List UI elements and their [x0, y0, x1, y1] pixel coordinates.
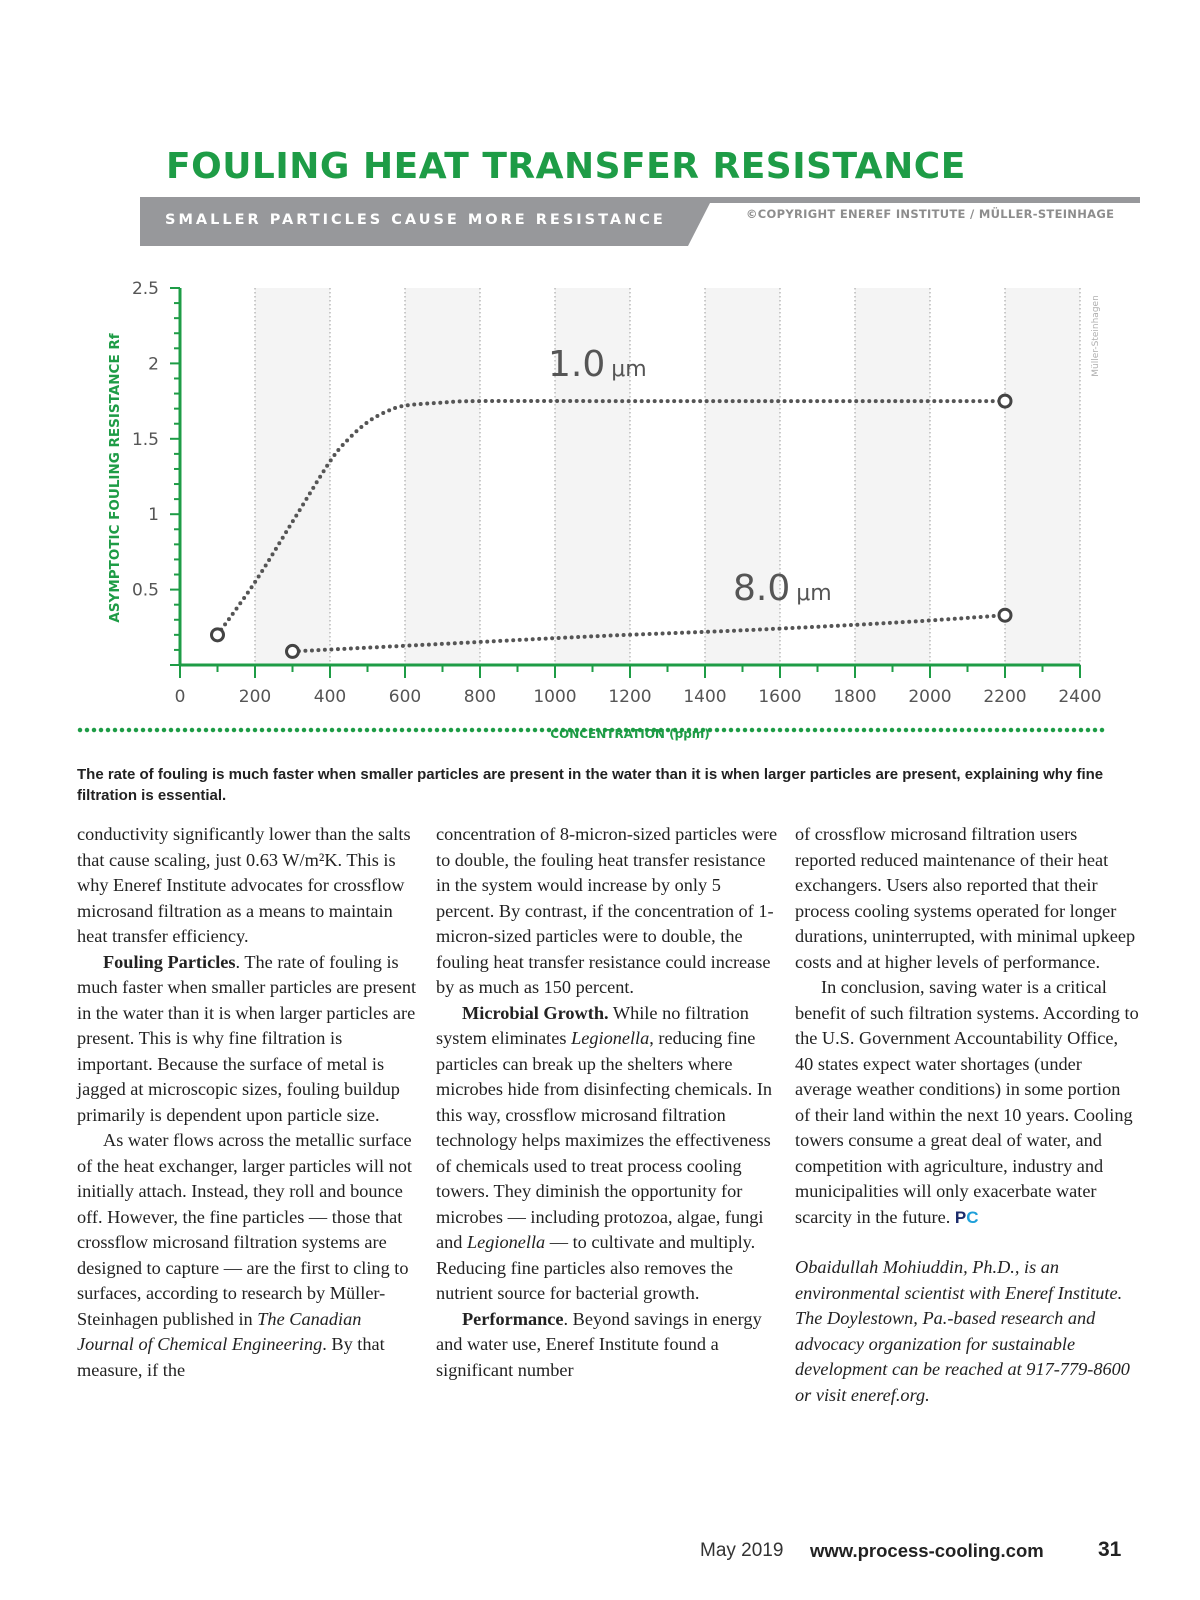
- chart-band: [1005, 288, 1080, 665]
- x-tick-label: 1000: [533, 687, 577, 707]
- x-tick-label: 800: [463, 687, 497, 707]
- paragraph: of crossflow microsand filtration users reported reduced maintenance of their heat exchangers. Users also reported that their process cooling systems operated for longer durations, uninterrupted, with minimal upkeep costs and at higher levels of performance.: [795, 824, 1136, 972]
- data-point-marker: [999, 395, 1011, 407]
- chart-band: [855, 288, 930, 665]
- article-column-2: [436, 822, 781, 1383]
- data-point-marker: [212, 629, 224, 641]
- y-axis-title: ASYMPTOTIC FOULING RESISTANCE Rf: [107, 333, 123, 623]
- paragraph-text: . By that measure, if the: [77, 1334, 385, 1380]
- subhead-microbial-growth: Microbial Growth.: [462, 1002, 609, 1023]
- paragraph: conductivity significantly lower than the salts that cause scaling, just 0.63 W/m²K. This is why Eneref Institute advocates for crossflow microsand filtration as a means to maintain heat transfer efficiency.: [77, 824, 411, 946]
- data-point-marker: [287, 645, 299, 657]
- x-tick-label: 2000: [908, 687, 952, 707]
- paragraph: [795, 975, 1140, 1230]
- paragraph: [436, 1001, 781, 1307]
- x-tick-label: 1200: [608, 687, 652, 707]
- paragraph: concentration of 8-micron-sized particles were to double, the fouling heat transfer resistance in the system would increase by only 5 percent. By contrast, if the concentration of 1-micron-sized particles were to double, the fouling heat transfer resistance could increase by as much as 150 percent.: [436, 824, 778, 997]
- species-name: Legionella: [571, 1028, 650, 1048]
- x-tick-label: 2400: [1058, 687, 1102, 707]
- paragraph: [77, 950, 422, 1129]
- x-tick-label: 0: [174, 687, 186, 707]
- chart-band: [405, 288, 480, 665]
- paragraph-text: As water flows across the metallic surface of the heat exchanger, larger particles will not initially attach. Instead, they roll and bounce off. However, the fine particles — those that crossflow microsand filtration systems are designed to capture — are the first to cling to surfaces, according to research by Müller-Steinhagen published in: [77, 1130, 412, 1329]
- x-tick-label: 1600: [758, 687, 802, 707]
- paragraph-text: , reducing fine particles can break up the shelters where microbes hide from disinfecting chemicals. In this way, crossflow microsand filtration technology helps maximizes the effectiveness of chemicals used to treat process cooling towers. They diminish the opportunity for microbes — including protozoa, algae, fungi and: [436, 1028, 773, 1252]
- x-tick-label: 1400: [683, 687, 727, 707]
- x-axis-title: CONCENTRATION (ppm): [550, 727, 710, 741]
- paragraph-text: — to cultivate and multiply. Reducing fine particles also removes the nutrient source for bacterial growth.: [436, 1232, 756, 1303]
- paragraph: [436, 1307, 781, 1384]
- series-label-1um: 1.0 μm: [548, 344, 647, 385]
- y-tick-label: 2: [148, 354, 159, 375]
- article-column-1: [77, 822, 422, 1383]
- series-label-8um: 8.0 μm: [733, 568, 832, 609]
- figure-caption: The rate of fouling is much faster when smaller particles are present in the water than it is when larger particles are present, explaining why fine filtration is essential.: [77, 766, 1104, 804]
- x-tick-label: 1800: [833, 687, 877, 707]
- paragraph: [77, 1128, 422, 1383]
- fouling-chart: [0, 270, 1200, 760]
- x-tick-label: 200: [238, 687, 272, 707]
- paragraph-text: While no filtration system eliminates: [436, 1002, 749, 1048]
- species-name: Legionella: [466, 1232, 546, 1252]
- issue-date: May 2019: [700, 1540, 784, 1561]
- magazine-url[interactable]: www.process-cooling.com: [810, 1540, 1044, 1561]
- paragraph-text: In conclusion, saving water is a critical benefit of such filtration systems. According to the U.S. Government Accountability Office, 40 states expect water shortages (under average weather conditions) in some portion of their land within the next 10 years. Cooling towers consume a great deal of water, and competition with agriculture, industry and municipalities will only exacerbate water scarcity in the future.: [795, 977, 1139, 1227]
- article-column-3: [795, 822, 1140, 1408]
- chart-copyright: ©COPYRIGHT ENEREF INSTITUTE / MÜLLER-STEINHAGE: [746, 207, 1115, 221]
- author-bio: Obaidullah Mohiuddin, Ph.D., is an environmental scientist with Eneref Institute. The Doylestown, Pa.-based research and advocacy organization for sustainable development can be reached at 917-779-8600 or visit eneref.org.: [795, 1257, 1130, 1405]
- pc-logo: PC: [954, 1207, 979, 1227]
- y-tick-label: 1: [148, 505, 159, 526]
- x-tick-label: 600: [388, 687, 422, 707]
- x-tick-label: 400: [313, 687, 347, 707]
- x-tick-label: 2200: [983, 687, 1027, 707]
- chart-watermark: Müller-Steinhagen: [1091, 295, 1101, 377]
- chart-title: FOULING HEAT TRANSFER RESISTANCE: [166, 146, 966, 187]
- page-number: 31: [1098, 1538, 1122, 1561]
- chart-subtitle: SMALLER PARTICLES CAUSE MORE RESISTANCE: [165, 212, 666, 228]
- subhead-performance: Performance: [462, 1308, 564, 1329]
- data-point-marker: [999, 609, 1011, 621]
- y-tick-label: 0.5: [131, 580, 159, 601]
- y-tick-label: 2.5: [131, 279, 159, 299]
- y-tick-label: 1.5: [131, 429, 159, 450]
- paragraph-text: . The rate of fouling is much faster when smaller particles are present in the water than it is when larger particles are present. This is why fine filtration is important. Because the surface of metal is jagged at microscopic sizes, fouling buildup primarily is dependent upon particle size.: [77, 951, 417, 1125]
- subhead-fouling-particles: Fouling Particles: [103, 951, 236, 972]
- journal-title: The Canadian Journal of Chemical Engineering: [77, 1308, 362, 1354]
- paragraph-text: . Beyond savings in energy and water use, Eneref Institute found a significant number: [436, 1308, 762, 1380]
